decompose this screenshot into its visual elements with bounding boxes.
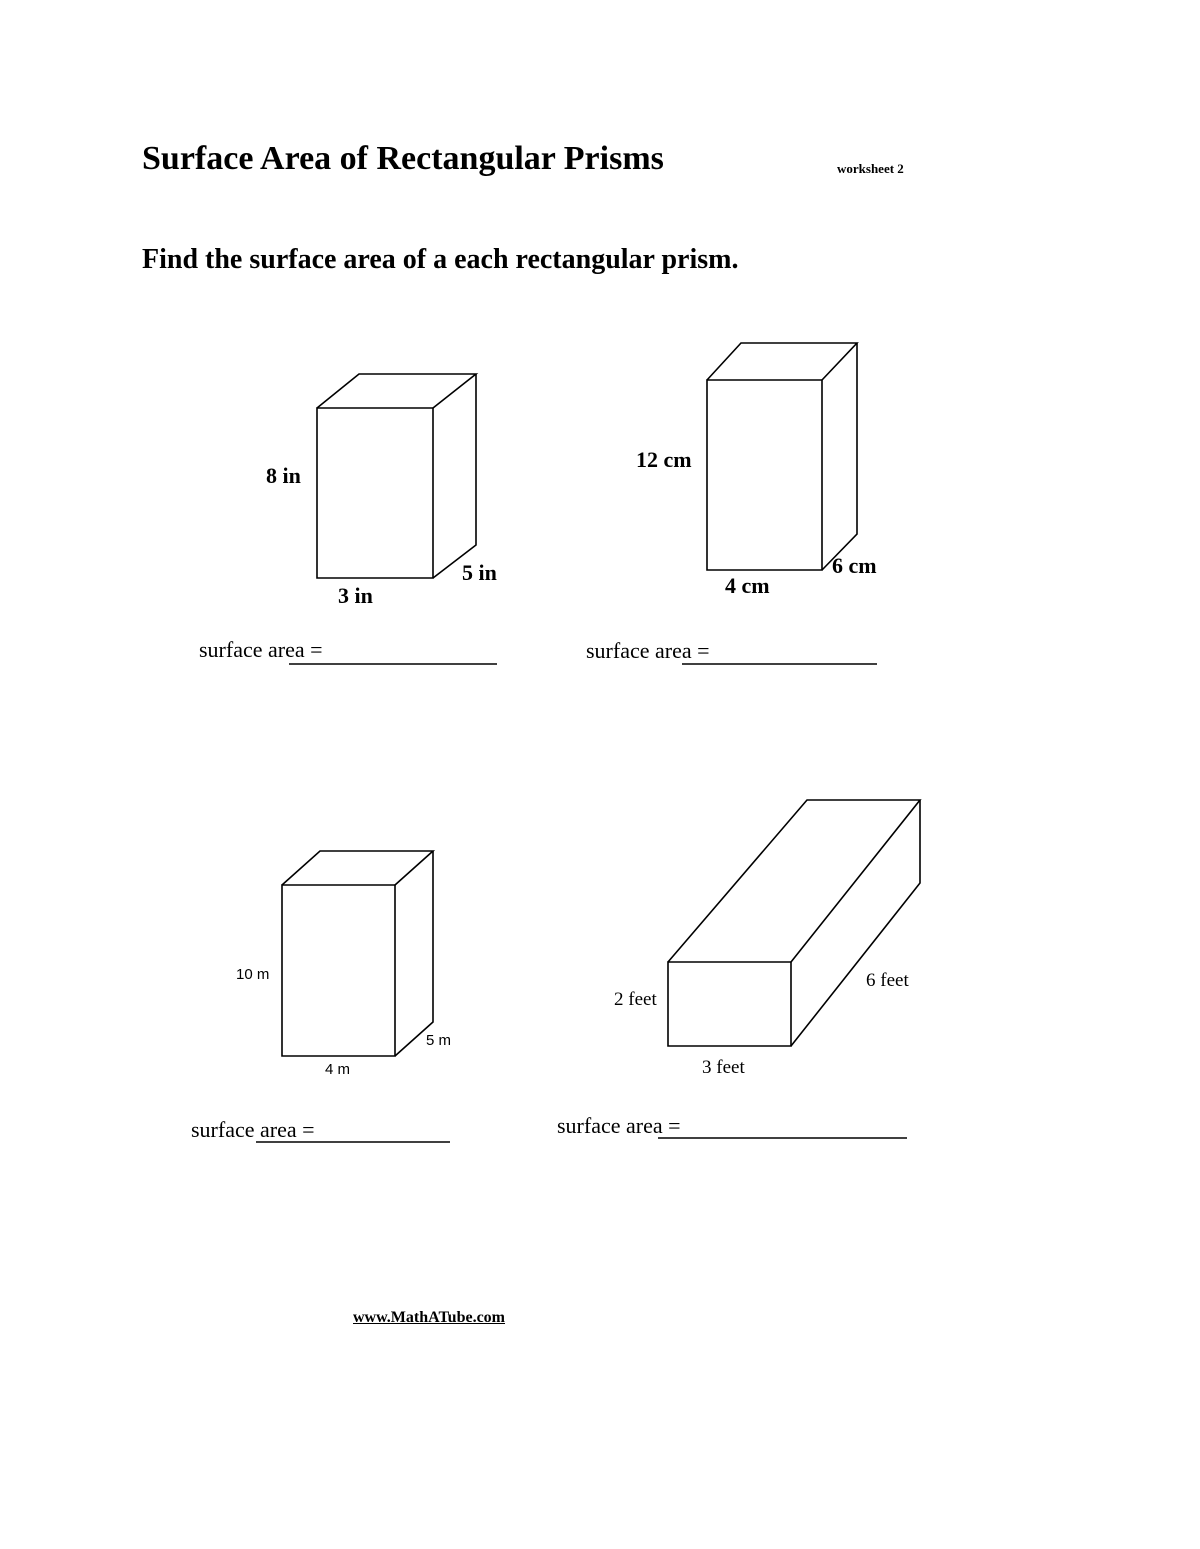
instruction-text: Find the surface area of a each rectangular prism. <box>142 244 739 275</box>
prism-4-width-label: 3 feet <box>702 1057 745 1078</box>
prism-2-depth-label: 6 cm <box>832 553 877 578</box>
prism-2 <box>707 343 857 570</box>
prism-2-height-label: 12 cm <box>636 447 692 472</box>
prism-4 <box>668 800 920 1046</box>
prism-1-top-face <box>317 374 476 408</box>
prism-2-front-face <box>707 380 822 570</box>
prism-2-width-label: 4 cm <box>725 573 770 598</box>
prism-3-front-face <box>282 885 395 1056</box>
prism-1-height-label: 8 in <box>266 463 301 488</box>
prism-1-answer-label: surface area = <box>199 637 323 662</box>
prism-3-top-face <box>282 851 433 885</box>
prism-4-height-label: 2 feet <box>614 989 657 1010</box>
footer-link[interactable]: www.MathATube.com <box>353 1309 506 1326</box>
prism-1-depth-label: 5 in <box>462 560 497 585</box>
prism-4-answer-label: surface area = <box>557 1113 681 1138</box>
prism-1 <box>317 374 476 578</box>
prism-3 <box>282 851 433 1056</box>
prism-3-answer-label: surface area = <box>191 1117 315 1142</box>
prism-3-width-label: 4 m <box>325 1061 351 1078</box>
prism-2-top-face <box>707 343 857 380</box>
prism-2-answer-label: surface area = <box>586 638 710 663</box>
prism-2-side-face <box>822 343 857 570</box>
prism-3-height-label: 10 m <box>236 966 270 983</box>
prism-4-top-face <box>668 800 920 962</box>
prism-3-side-face <box>395 851 433 1056</box>
prism-1-front-face <box>317 408 433 578</box>
page-title: Surface Area of Rectangular Prisms <box>142 140 664 177</box>
prism-4-side-face <box>791 800 920 1046</box>
prism-1-width-label: 3 in <box>338 583 373 608</box>
worksheet-tag: worksheet 2 <box>837 161 904 176</box>
prism-4-front-face <box>668 962 791 1046</box>
prism-4-depth-label: 6 feet <box>866 970 909 991</box>
prism-1-side-face <box>433 374 476 578</box>
prism-3-depth-label: 5 m <box>426 1032 452 1049</box>
